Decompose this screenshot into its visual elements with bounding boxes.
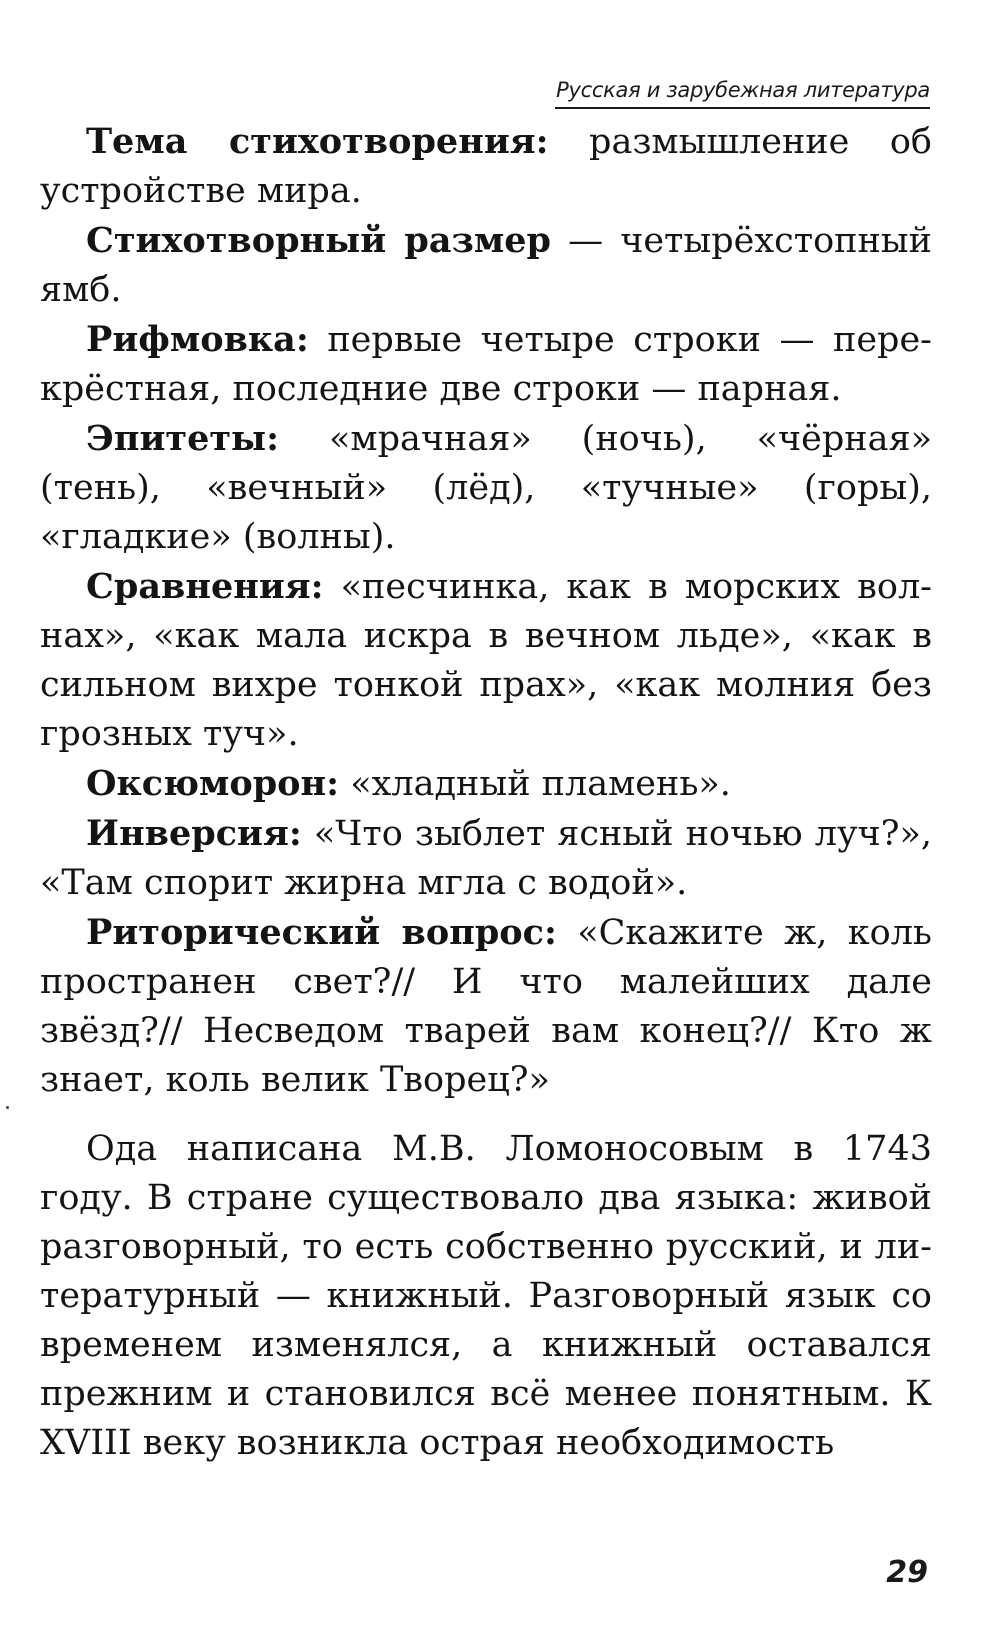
term-label: Тема стихотворения: [86, 121, 549, 162]
analysis-item-epithets [40, 414, 932, 562]
poem-analysis-block [40, 117, 932, 1105]
analysis-item-rhyme [40, 315, 932, 414]
term-label: Стихотворный размер [86, 220, 551, 261]
analysis-item-meter [40, 216, 932, 315]
term-text: размышление об устройстве мира. [40, 122, 932, 211]
term-text: — четырёхстопный ямб. [40, 221, 932, 310]
term-text: «Что зыблет ясный ночью луч?», «Там спорит жирна мгла с водой». [40, 814, 932, 903]
term-label: Сравнения: [86, 566, 324, 607]
term-label: Риторический вопрос: [86, 912, 557, 953]
term-label: Эпитеты: [86, 418, 280, 459]
print-speck [6, 1106, 9, 1109]
term-text: первые четыре строки — перекрёстная, последние две строки — парная. [40, 320, 932, 409]
analysis-item-inversion [40, 809, 932, 908]
term-text: «хладный пламень». [339, 764, 731, 804]
analysis-item-oxymoron [40, 759, 932, 809]
running-header: Русская и зарубежная литература [556, 78, 930, 102]
term-label: Оксюморон: [86, 763, 340, 804]
term-text: «песчинка, как в морских волнах», «как мала искра в вечном льде», «как в сильном вихре тонкой прах», «как молния без грозных туч». [40, 567, 932, 754]
body-text-block [40, 1125, 932, 1468]
term-label: Инверсия: [86, 813, 302, 854]
body-paragraph: Ода написана М.В. Ломоносовым в 1743 году. В стране существовало два языка: живой разговорный, то есть собственно русский, и литературный — книжный. Разговорный язык со временем изменялся, а книжный оставался прежним и становился всё менее понятным. К XVIII веку возникла острая необходимость [40, 1129, 932, 1463]
analysis-item-rhetorical-question [40, 908, 932, 1105]
analysis-item-theme [40, 117, 932, 216]
page-number: 29 [886, 1555, 928, 1590]
header-underline [555, 107, 930, 109]
term-text: «мрачная» (ночь), «чёрная» (тень), «вечный» (лёд), «тучные» (горы), «гладкие» (волны). [40, 419, 932, 557]
term-text: «Скажите ж, коль пространен свет?// И что малейших дале звёзд?// Несведом тварей вам конец?// Кто ж знает, коль велик Творец?» [40, 913, 932, 1100]
term-label: Рифмовка: [86, 319, 309, 360]
analysis-item-comparisons [40, 562, 932, 759]
